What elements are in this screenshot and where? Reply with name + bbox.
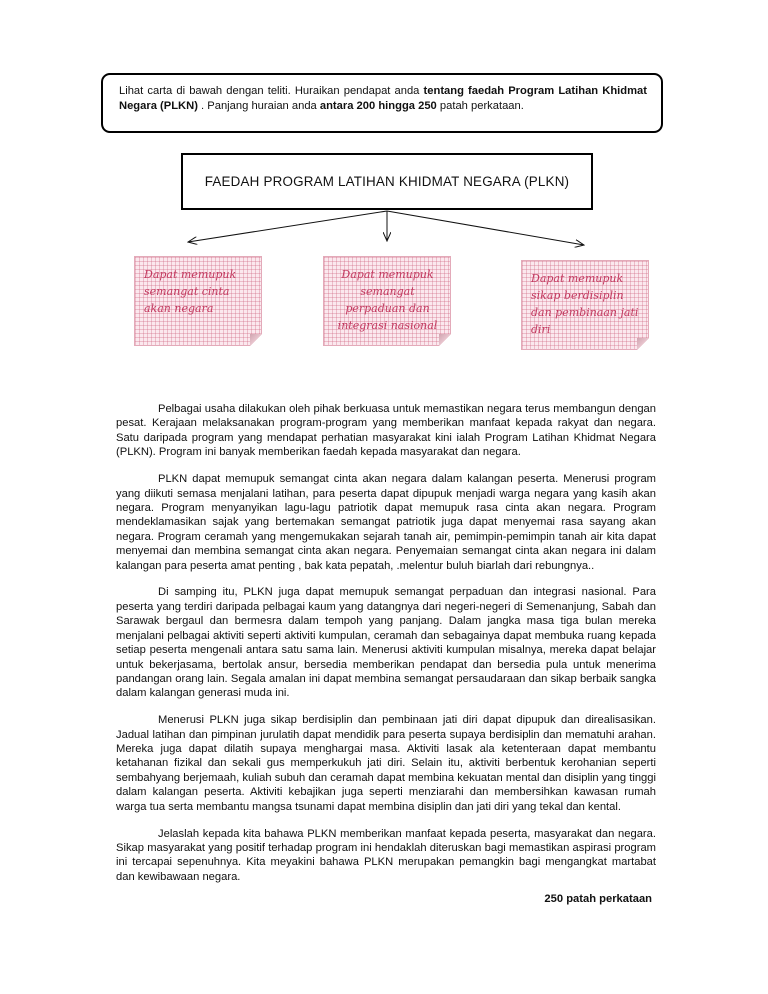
- sticky-note-perpaduan: [323, 256, 451, 346]
- essay-body: [116, 402, 656, 897]
- instruction-text: Lihat carta di bawah dengan teliti. Huraikan pendapat anda: [119, 85, 424, 97]
- arrow-right: [387, 211, 584, 245]
- sticky-note-disiplin: [521, 260, 649, 350]
- essay-paragraph-1: PLKN dapat memupuk semangat cinta akan negara dalam kalangan peserta. Menerusi program yang diikuti semasa menjalani latihan, para peserta dapat dipupuk menjadi warga negara yang kasih akan negara. Program menyanyikan lagu-lagu patriotik dapat memupuk rasa cinta akan negara. Program mendeklamasikan sajak yang bertemakan semangat patriotik juga dapat menyemai rasa sayang akan negara. Program ceramah yang mengemukakan sejarah tanah air, pemimpin-pemimpin tanah air kita dapat menyemai dan membina semangat cinta akan negara. Penyemaian semangat cinta akan negara ini dalam kalangan para peserta amat penting , bak kata pepatah, .melentur buluh biarlah dari rebungnya..: [116, 473, 656, 572]
- essay-paragraph-conclusion: Jelaslah kepada kita bahawa PLKN memberikan manfaat kepada peserta, masyarakat dan negara. Sikap masyarakat yang positif terhadap program ini hendaklah diteruskan bagi memastikan aspirasi program ini tercapai sepenuhnya. Kita meyakini bahawa PLKN merupakan pemangkin bagi mengangkat martabat dan kewibawaan negara.: [116, 827, 656, 883]
- note-text: Dapat memupuk semangat perpaduan dan integrasi nasional: [337, 268, 438, 332]
- note-text: Dapat memupuk sikap berdisiplin dan pembinaan jati diri: [531, 272, 639, 336]
- instruction-topic: tentang faedah Program Latihan Khidmat Negara (PLKN): [119, 85, 647, 112]
- essay-paragraph-2: Di samping itu, PLKN juga dapat memupuk semangat perpaduan dan integrasi nasional. Para peserta yang terdiri daripada pelbagai kaum yang datangnya dari negeri-negeri di Semenanjung, Sabah dan Sarawak bergaul dan bermesra dalam tempoh yang panjang. Dalam jangka masa tiga bulan mereka menjalani pelbagai aktiviti seperti aktiviti kumpulan, ceramah dan sebagainya dapat membuka ruang kepada setiap peserta mengenali antara satu sama lain. Menerusi aktiviti kumpulan misalnya, mereka dapat belajar untuk bekerjasama, bertolak ansur, bersedia memberikan pendapat dan bersedia pula untuk menerima pandangan orang lain. Segala amalan ini dapat membina semangat persaudaraan dan sikap berbaik sangka dalam kalangan generasi muda ini.: [116, 586, 656, 700]
- instruction-text-middle: . Panjang huraian anda: [197, 100, 320, 112]
- page-curl-icon: [637, 338, 649, 350]
- instruction-text-end: patah perkataan.: [436, 100, 524, 112]
- essay-paragraph-intro: Pelbagai usaha dilakukan oleh pihak berkuasa untuk memastikan negara terus membangun dengan pesat. Kerajaan melaksanakan program-program yang memberikan manfaat kepada rakyat dan negara. Satu daripada program yang mendapat perhatian masyarakat kini ialah Program Latihan Khidmat Negara (PLKN). Program ini banyak memberikan faedah kepada masyarakat dan negara.: [116, 403, 656, 459]
- arrow-left: [188, 211, 387, 242]
- page-curl-icon: [439, 334, 451, 346]
- essay-paragraph-3: Menerusi PLKN juga sikap berdisiplin dan pembinaan jati diri dapat dipupuk dan direalisasikan. Jadual latihan dan pimpinan jurulatih dapat mendidik para peserta supaya berdisiplin dan mematuhi arahan. Mereka juga dapat dilatih supaya menghargai masa. Aktiviti lasak ala ketenteraan dapat membantu ketahanan fizikal dan sekali gus memperkukuh jati diri. Selain itu, aktiviti berbentuk kerohanian seperti sembahyang berjemaah, kuliah subuh dan ceramah dapat membina kekuatan mental dan disiplin yang tinggi dalam kalangan peserta. Aktiviti kebajikan juga seperti menziarahi dan membersihkan kawasan rumah warga tua serta membantu mangsa tsunami dapat membina disiplin dan jati diri yang tekal dan kental.: [116, 714, 656, 813]
- page-curl-icon: [250, 334, 262, 346]
- chart-title: FAEDAH PROGRAM LATIHAN KHIDMAT NEGARA (PLKN): [204, 174, 570, 189]
- note-text: Dapat memupuk semangat cinta akan negara: [144, 268, 237, 315]
- word-count: 250 patah perkataan: [544, 893, 652, 905]
- instruction-word-range: antara 200 hingga 250: [319, 100, 437, 112]
- sticky-note-cinta-negara: [134, 256, 262, 346]
